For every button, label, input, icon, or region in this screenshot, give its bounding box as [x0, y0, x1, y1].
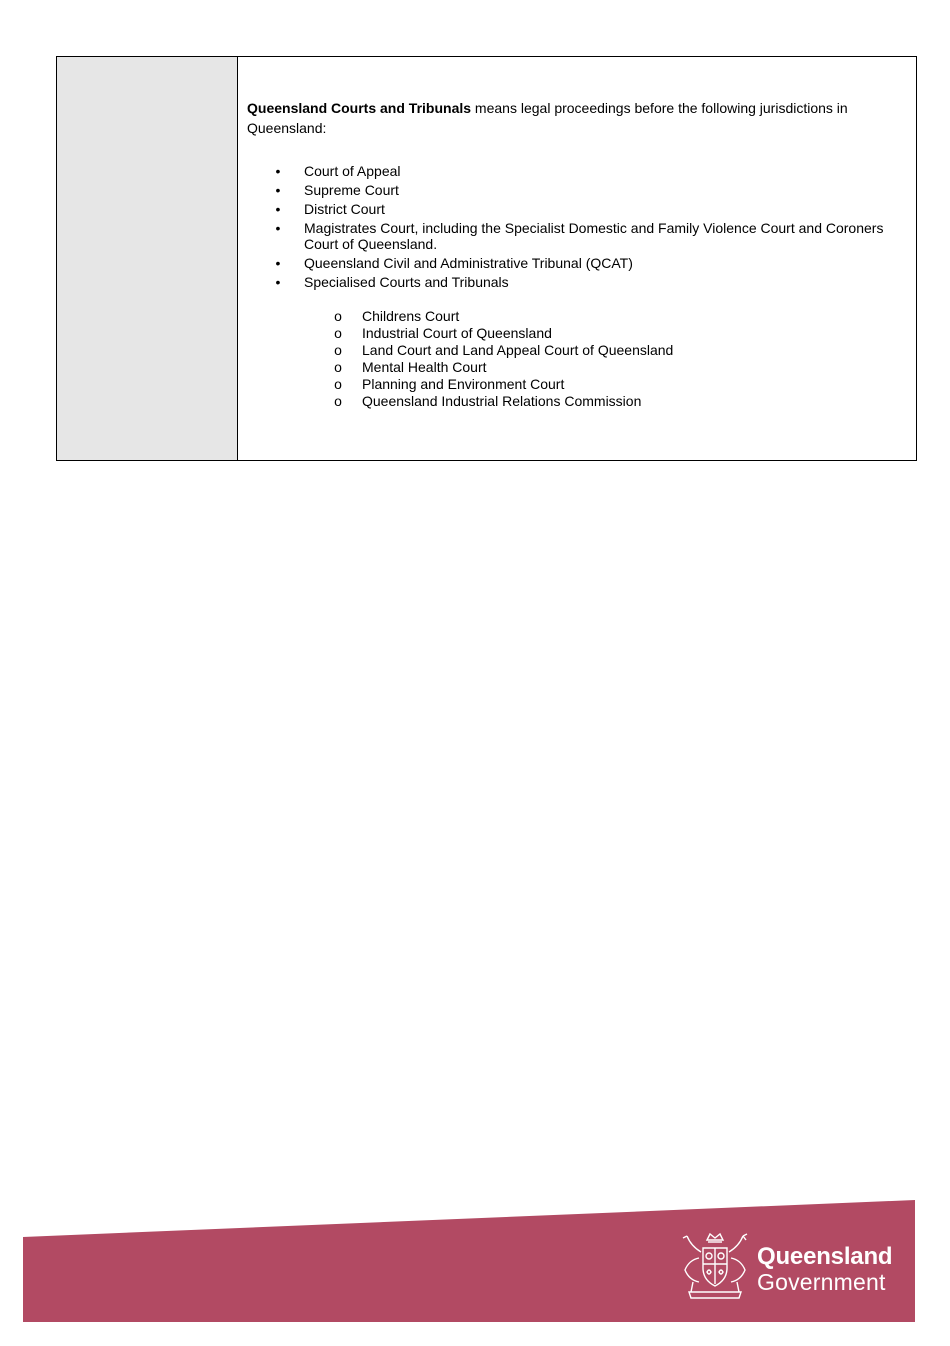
term-cell [57, 57, 238, 460]
specialised-item [238, 325, 916, 341]
sub-bullet-icon: o [334, 308, 342, 324]
definition-table [56, 56, 917, 461]
jurisdiction-item [238, 182, 916, 198]
specialised-item [238, 308, 916, 324]
jurisdiction-label: Specialised Courts and Tribunals [304, 274, 509, 290]
logo-government: Government [757, 1269, 886, 1295]
specialised-label: Planning and Environment Court [362, 376, 565, 392]
jurisdiction-item [238, 255, 916, 271]
jurisdiction-item [238, 220, 916, 252]
definition-intro-text: means legal proceedings before the following jurisdictions in Queensland: [247, 100, 848, 136]
jurisdiction-item [238, 274, 916, 290]
specialised-label: Industrial Court of Queensland [362, 325, 552, 341]
bullet-icon: • [275, 182, 281, 198]
specialised-item [238, 376, 916, 392]
sub-bullet-icon: o [334, 376, 342, 392]
definition-cell [238, 57, 916, 460]
jurisdiction-item [238, 163, 916, 179]
sub-bullet-icon: o [334, 359, 342, 375]
specialised-label: Childrens Court [362, 308, 460, 324]
bullet-icon: • [275, 201, 281, 217]
jurisdiction-item [238, 201, 916, 217]
bullet-icon: • [275, 255, 281, 271]
jurisdiction-label: Queensland Civil and Administrative Tribunal (QCAT) [304, 255, 633, 271]
bullet-icon: • [275, 274, 281, 290]
qld-government-logo [757, 1245, 892, 1294]
jurisdiction-label: Court of Appeal [304, 163, 401, 179]
specialised-label: Mental Health Court [362, 359, 487, 375]
coat-of-arms-icon [679, 1230, 751, 1302]
bullet-icon: • [275, 163, 281, 179]
sub-bullet-icon: o [334, 325, 342, 341]
jurisdiction-label: District Court [304, 201, 385, 217]
defined-term: Queensland Courts and Tribunals [247, 100, 472, 116]
definition-intro [247, 98, 887, 138]
specialised-item [238, 342, 916, 358]
jurisdiction-label: Supreme Court [304, 182, 399, 198]
specialised-item [238, 393, 916, 409]
sub-bullet-icon: o [334, 342, 342, 358]
specialised-list [238, 308, 916, 410]
specialised-item [238, 359, 916, 375]
bullet-icon: • [275, 220, 281, 236]
logo-queensland: Queensland [757, 1243, 893, 1270]
jurisdiction-label: Magistrates Court, including the Specialist Domestic and Family Violence Court and Coroners Court of Queensland. [304, 220, 884, 252]
specialised-label: Land Court and Land Appeal Court of Queensland [362, 342, 674, 358]
sub-bullet-icon: o [334, 393, 342, 409]
specialised-label: Queensland Industrial Relations Commission [362, 393, 642, 409]
jurisdiction-list [238, 163, 916, 293]
